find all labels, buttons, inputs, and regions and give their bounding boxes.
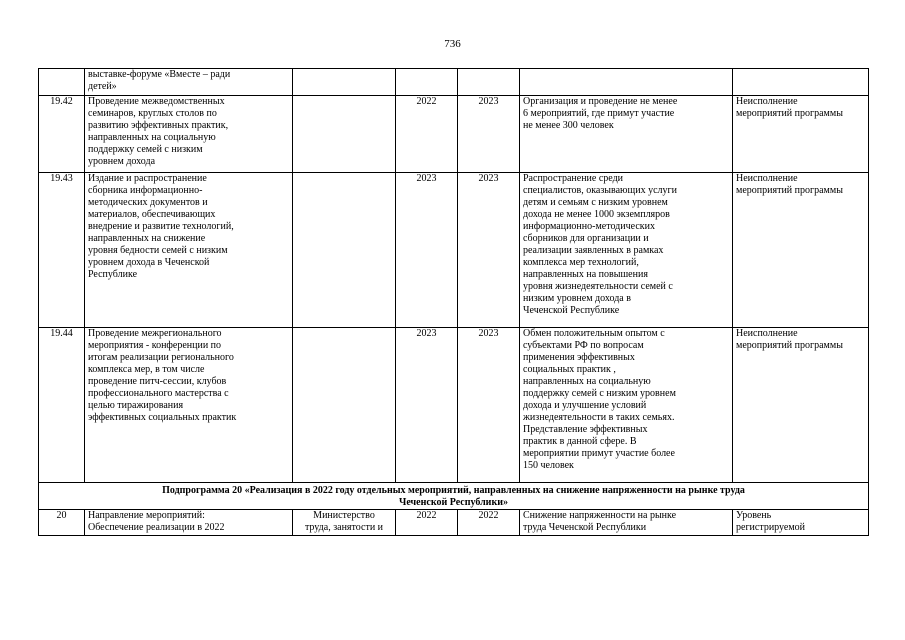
end-year bbox=[458, 69, 520, 96]
activity-name: Направление мероприятий: Обеспечение реализации в 2022 bbox=[85, 510, 293, 536]
consequence: Неисполнение мероприятий программы bbox=[733, 173, 869, 328]
expected-result: Организация и проведение не менее 6 мероприятий, где примут участие не менее 300 человек bbox=[520, 96, 733, 173]
end-year: 2023 bbox=[458, 328, 520, 483]
activity-name: Проведение межрегионального мероприятия - конференции по итогам реализации регионального комплекса мер, в том числе проведение питч-сессии, клубов профессионального мастерства с целью тиражирования эффективных социальных практик bbox=[85, 328, 293, 483]
table-row bbox=[39, 328, 869, 483]
subprogram-header-row bbox=[39, 483, 869, 510]
row-number: 19.44 bbox=[39, 328, 85, 483]
expected-result: Обмен положительным опытом с субъектами РФ по вопросам применения эффективных социальных практик , направленных на социальную поддержку семей с низким уровнем дохода и улучшение условий жизнедеятельности в таких семьях. Представление эффективных практик в данной сфере. В мероприятии примут участие более 150 человек bbox=[520, 328, 733, 483]
start-year: 2023 bbox=[396, 328, 458, 483]
subprogram-header: Подпрограмма 20 «Реализация в 2022 году отдельных мероприятий, направленных на снижение напряженности на рынке труда Чеченской Республики» bbox=[39, 483, 869, 510]
responsible-executor bbox=[293, 96, 396, 173]
activities-table bbox=[38, 68, 869, 536]
activity-name: выставке-форуме «Вместе – ради детей» bbox=[85, 69, 293, 96]
activity-name: Издание и распространение сборника информационно- методических документов и материалов, обеспечивающих внедрение и развитие технологий, направленных на снижение уровня бедности семей с низким уровнем дохода в Чеченской Республике bbox=[85, 173, 293, 328]
table-row bbox=[39, 510, 869, 536]
row-number: 19.42 bbox=[39, 96, 85, 173]
end-year: 2022 bbox=[458, 510, 520, 536]
expected-result bbox=[520, 69, 733, 96]
responsible-executor bbox=[293, 328, 396, 483]
responsible-executor: Министерство труда, занятости и bbox=[293, 510, 396, 536]
row-number: 20 bbox=[39, 510, 85, 536]
responsible-executor bbox=[293, 173, 396, 328]
row-number bbox=[39, 69, 85, 96]
expected-result: Снижение напряженности на рынке труда Чеченской Республики bbox=[520, 510, 733, 536]
start-year: 2023 bbox=[396, 173, 458, 328]
start-year: 2022 bbox=[396, 96, 458, 173]
consequence bbox=[733, 69, 869, 96]
start-year bbox=[396, 69, 458, 96]
activity-name: Проведение межведомственных семинаров, круглых столов по развитию эффективных практик, направленных на социальную поддержку семей с низким уровнем дохода bbox=[85, 96, 293, 173]
end-year: 2023 bbox=[458, 173, 520, 328]
expected-result: Распространение среди специалистов, оказывающих услуги детям и семьям с низким уровнем дохода не менее 1000 экземпляров информационно-методических сборников для организации и реализации заявленных в рамках комплекса мер технологий, направленных на повышения уровня жизнедеятельности семей с низким уровнем дохода в Чеченской Республике bbox=[520, 173, 733, 328]
consequence: Неисполнение мероприятий программы bbox=[733, 96, 869, 173]
start-year: 2022 bbox=[396, 510, 458, 536]
row-number: 19.43 bbox=[39, 173, 85, 328]
table-row bbox=[39, 173, 869, 328]
end-year: 2023 bbox=[458, 96, 520, 173]
responsible-executor bbox=[293, 69, 396, 96]
table-row bbox=[39, 69, 869, 96]
table-row bbox=[39, 96, 869, 173]
consequence: Уровень регистрируемой bbox=[733, 510, 869, 536]
page-number: 736 bbox=[444, 38, 461, 50]
consequence: Неисполнение мероприятий программы bbox=[733, 328, 869, 483]
